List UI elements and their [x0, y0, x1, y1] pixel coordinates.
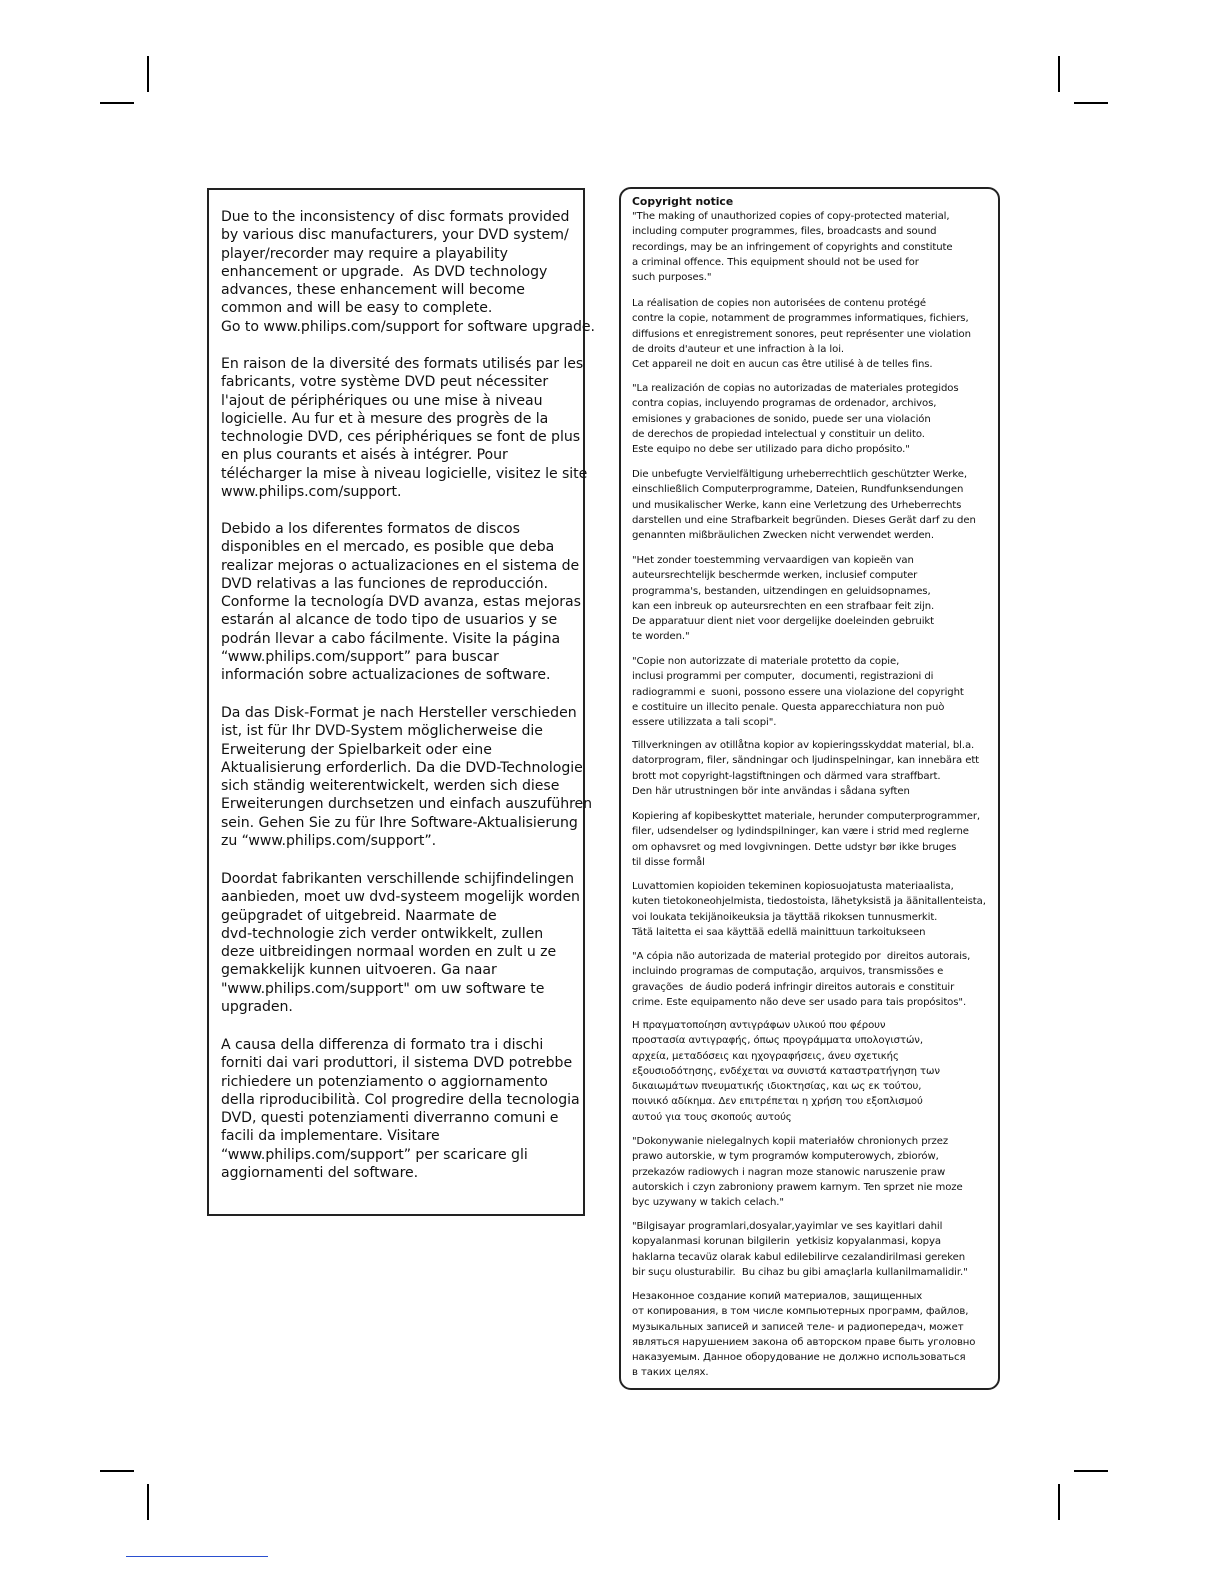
crop-mark-bottom-right-horizontal	[1074, 1470, 1108, 1472]
crop-mark-top-left-horizontal	[100, 102, 134, 104]
bottom-rule	[126, 1556, 268, 1557]
crop-mark-bottom-left-horizontal	[100, 1470, 134, 1472]
copyright-danish: Kopiering af kopibeskyttet materiale, herunder computerprogrammer, filer, udsendelser og lydindspilninger, kan være i strid med reglerne om ophavsret og med lovgivningen. Dette udstyr bør ikke bruges til disse formål	[632, 811, 980, 868]
copyright-italian: "Copie non autorizzate di materiale protetto da copie, inclusi programmi per computer, documenti, registrazioni di radiogrammi e suoni, possono essere una violazione del copyright e costituire un illecito penale. Questa apparecchiatura non può essere utilizzata a tali scopi".	[632, 656, 964, 729]
copyright-portuguese: "A cópia não autorizada de material protegido por direitos autorais, incluindo programas de computação, arquivos, transmissões e gravações de áudio poderá infringir direitos autorais e constituir crime. Este equipamento não deve ser usado para tais propósitos".	[632, 951, 971, 1008]
upgrade-notice-english: Due to the inconsistency of disc formats provided by various disc manufacturers, your DVD system/ player/recorder may require a playability enhancement or upgrade. As DVD technology advances, these enhancement will become common and will be easy to complete. Go to www.philips.com/support for software upgrade.	[221, 209, 595, 335]
software-upgrade-notice-box	[207, 188, 595, 1216]
copyright-greek: Η πραγματοποίηση αντιγράφων υλικού που φέρουν προστασία αντιγραφής, όπως προγράμματα υπολογιστών, αρχεία, μεταδόσεις και ηχογραφήσεις, άνευ σχετικής εξουσιοδότησης, ενδέχεται να συνιστά καταστρατήγηση των δικαιωμάτων πνευματικής ιδιοκτησίας, και ως εκ τούτου, ποινικό αδίκημα. Δεν επιτρέπεται η χρήση του εξοπλισμού αυτού για τους σκοπούς αυτούς	[632, 1020, 940, 1123]
crop-mark-top-right-horizontal	[1074, 102, 1108, 104]
crop-mark-top-right-vertical	[1058, 56, 1060, 92]
copyright-german: Die unbefugte Vervielfältigung urheberrechtlich geschützter Werke, einschließlich Computerprogramme, Dateien, Rundfunksendungen und musikalischer Werke, kann eine Verletzung des Urheberrechts darstellen und eine Strafbarkeit begründen. Dieses Gerät darf zu den genannten mißbräulichen Zwecken nicht verwendet werden.	[632, 469, 976, 542]
upgrade-notice-italian: A causa della differenza di formato tra i dischi forniti dai vari produttori, il sistema DVD potrebbe richiedere un potenziamento o aggiornamento della riproducibilità. Col progredire della tecnologia DVD, questi potenziamenti diverranno comuni e facili da implementare. Visitare “www.philips.com/support” per scaricare gli aggiornamenti del software.	[221, 1037, 580, 1182]
upgrade-notice-dutch: Doordat fabrikanten verschillende schijfindelingen aanbieden, moet uw dvd-systeem mogelijk worden geüpgradet of uitgebreid. Naarmate de dvd-technologie zich verder ontwikkelt, zullen deze uitbreidingen normaal worden en zult u ze gemakkelijk kunnen uitvoeren. Ga naar "www.philips.com/support" om uw software te upgraden.	[221, 871, 580, 1016]
copyright-notice-title: Copyright notice	[632, 195, 734, 208]
copyright-turkish: "Bilgisayar programlari,dosyalar,yayimlar ve ses kayitlari dahil kopyalanmasi korunan bilgilerin yetkisiz kopyalanmasi, kopya haklarna tecavüz olarak kabul edilebilirve cezalandirilmasi gereken bir suçu olusturabilir. Bu cihaz bu gibi amaçlarla kullanilmamalidir."	[632, 1221, 968, 1278]
copyright-russian: Незаконное создание копий материалов, защищенных от копирования, в том числе компьютерных программ, файлов, музыкальных записей и записей теле- и радиопередач, может являться нарушением закона об авторском праве быть уголовно наказуемым. Данное оборудование не должно использоваться в таких целях.	[632, 1291, 976, 1379]
copyright-polish: "Dokonywanie nielegalnych kopii materiałów chronionych przez prawo autorskie, w tym programów komputerowych, zbiorów, przekazów radiowych i nagran moze stanowic naruszenie praw autorskich i czyn zabroniony prawem karnym. Ten sprzet nie moze byc uzywany w takich celach."	[632, 1136, 963, 1209]
upgrade-notice-french: En raison de la diversité des formats utilisés par les fabricants, votre système DVD peut nécessiter l'ajout de périphériques ou une mise à niveau logicielle. Au fur et à mesure des progrès de la technologie DVD, ces périphériques se font de plus en plus courants et aisés à intégrer. Pour télécharger la mise à niveau logicielle, visitez le site www.philips.com/support.	[221, 356, 588, 501]
copyright-french: La réalisation de copies non autorisées de contenu protégé contre la copie, notamment de programmes informatiques, fichiers, diffusions et enregistrement sonores, peut représenter une violation de droits d'auteur et une infraction à la loi. Cet appareil ne doit en aucun cas être utilisé à de telles fins.	[632, 298, 971, 371]
upgrade-notice-spanish: Debido a los diferentes formatos de discos disponibles en el mercado, es posible que deba realizar mejoras o actualizaciones en el sistema de DVD relativas a las funciones de reproducción. Conforme la tecnología DVD avanza, estas mejoras estarán al alcance de todo tipo de usuarios y se podrán llevar a cabo fácilmente. Visite la página “www.philips.com/support” para buscar información sobre actualizaciones de software.	[221, 521, 581, 684]
copyright-spanish: "La realización de copias no autorizadas de materiales protegidos contra copias, incluyendo programas de ordenador, archivos, emisiones y grabaciones de sonido, puede ser una violación de derechos de propiedad intelectual y constituir un delito. Este equipo no debe ser utilizado para dicho propósito."	[632, 383, 959, 456]
crop-mark-bottom-left-vertical	[147, 1484, 149, 1520]
upgrade-notice-german: Da das Disk-Format je nach Hersteller verschieden ist, ist für Ihr DVD-System möglicherweise die Erweiterung der Spielbarkeit oder eine Aktualisierung erforderlich. Da die DVD-Technologie sich ständig weiterentwickelt, werden sich diese Erweiterungen durchsetzen und einfach auszuführen sein. Gehen Sie zu für Ihre Software-Aktualisierung zu “www.philips.com/support”.	[221, 705, 593, 850]
copyright-english: "The making of unauthorized copies of copy-protected material, including computer programmes, files, broadcasts and sound recordings, may be an infringement of copyrights and constitute a criminal offence. This equipment should not be used for such purposes."	[632, 211, 953, 284]
crop-mark-top-left-vertical	[147, 56, 149, 92]
copyright-dutch: "Het zonder toestemming vervaardigen van kopieën van auteursrechtelijk beschermde werken, inclusief computer programma's, bestanden, uitzendingen en geluidsopnames, kan een inbreuk op auteursrechten en een strafbaar feit zijn. De apparatuur dient niet voor dergelijke doeleinden gebruikt te worden."	[632, 555, 935, 643]
crop-mark-bottom-right-vertical	[1058, 1484, 1060, 1520]
copyright-swedish: Tillverkningen av otillåtna kopior av kopieringsskyddat material, bl.a. datorprogram, filer, sändningar och ljudinspelningar, kan innebära ett brott mot copyright-lagstiftningen och därmed vara straffbart. Den här utrustningen bör inte användas i sådana syften	[632, 740, 980, 797]
copyright-notice-box	[619, 187, 1000, 1390]
copyright-finnish: Luvattomien kopioiden tekeminen kopiosuojatusta materiaalista, kuten tietokoneohjelmista, tiedostoista, lähetyksistä ja äänitallenteista, voi loukata tekijänoikeuksia ja täyttää rikoksen tunnusmerkit. Tätä laitetta ei saa käyttää edellä mainittuun tarkoitukseen	[632, 881, 986, 938]
